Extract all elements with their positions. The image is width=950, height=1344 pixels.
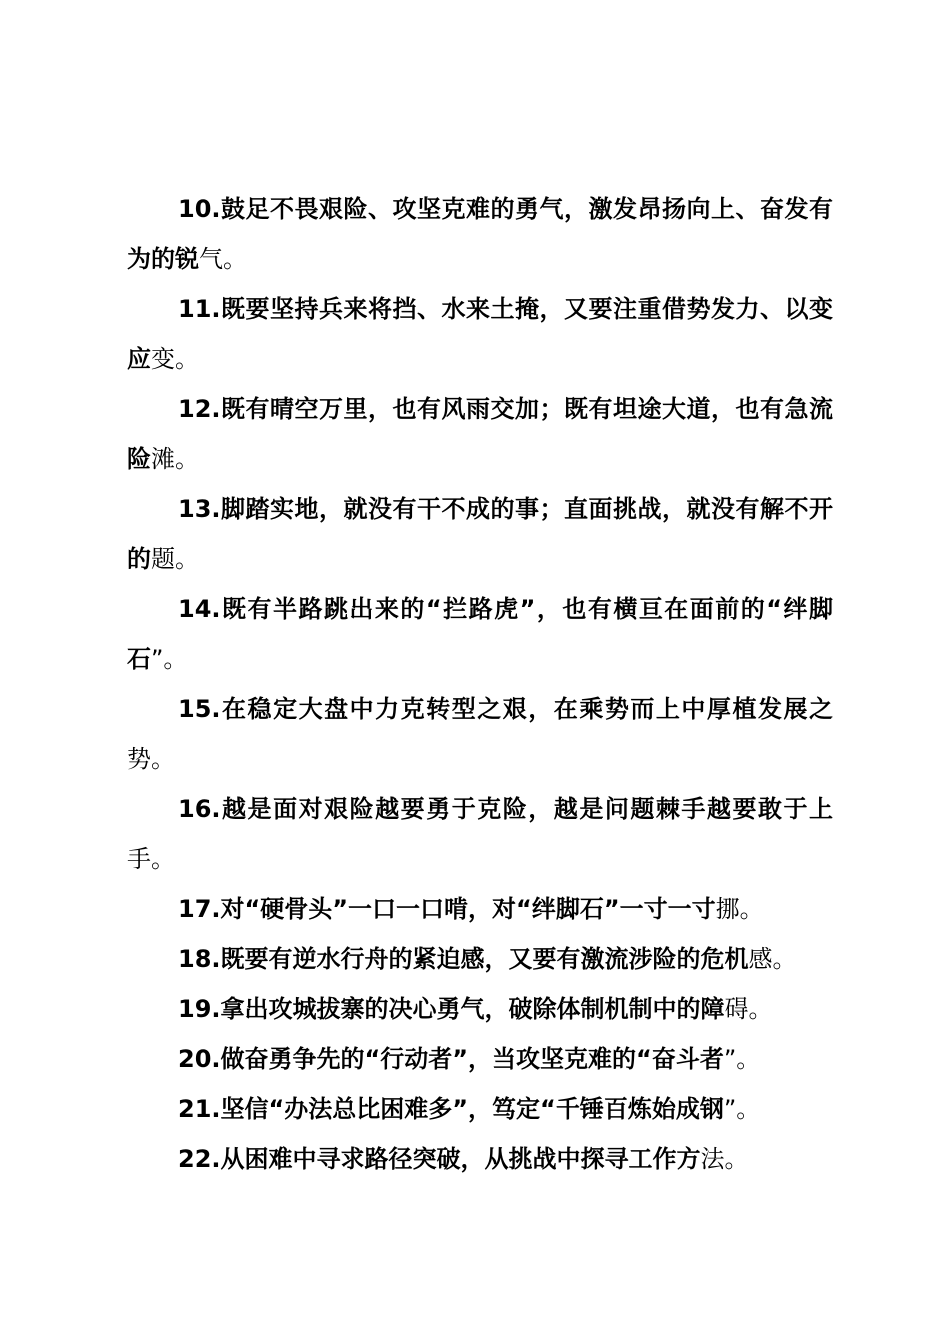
list-item [127, 934, 833, 984]
item-number: 11. [178, 295, 221, 323]
item-tail: ”。 [723, 1095, 761, 1123]
item-tail: 法。 [700, 1145, 749, 1173]
item-text: 拿出攻城拔寨的决心勇气，破除体制机制中的障 [220, 995, 725, 1023]
item-number: 15. [178, 695, 221, 723]
item-tail: 势。 [127, 745, 175, 773]
list-item [127, 1134, 833, 1184]
item-number: 16. [178, 795, 221, 823]
item-text: 鼓足不畏艰险、攻坚克难的勇气，激发昂扬向上、奋发有为的锐 [127, 195, 833, 273]
list-item [127, 584, 833, 684]
item-tail: 气。 [199, 245, 247, 273]
list-item [127, 684, 833, 784]
list-item [127, 784, 833, 884]
item-number: 19. [178, 995, 221, 1023]
item-number: 12. [178, 395, 221, 423]
item-tail: 碍。 [724, 995, 773, 1023]
item-number: 17. [178, 895, 221, 923]
item-text: 既要坚持兵来将挡、水来土掩，又要注重借势发力、以变应 [127, 295, 833, 373]
list-item [127, 484, 833, 584]
list-item [127, 884, 833, 934]
item-tail: 手。 [127, 845, 175, 873]
item-text: 既要有逆水行舟的紧迫感，又要有激流涉险的危机 [220, 945, 749, 973]
item-number: 21. [178, 1095, 221, 1123]
document-body [127, 184, 833, 1184]
list-item [127, 1084, 833, 1134]
item-text: 既有晴空万里，也有风雨交加；既有坦途大道，也有急流险 [127, 395, 833, 473]
item-text: 脚踏实地，就没有干不成的事；直面挑战，就没有解不开的 [127, 495, 833, 573]
item-tail: 变。 [151, 345, 199, 373]
item-number: 14. [178, 595, 221, 623]
item-number: 20. [178, 1045, 221, 1073]
item-tail: 挪。 [715, 895, 764, 923]
item-tail: ”。 [151, 645, 188, 673]
item-number: 10. [178, 195, 221, 223]
item-number: 18. [178, 945, 221, 973]
list-item [127, 384, 833, 484]
item-tail: 滩。 [151, 445, 199, 473]
item-tail: 题。 [151, 545, 199, 573]
item-text: 对“硬骨头”一口一口啃，对“绊脚石”一寸一寸 [220, 895, 716, 923]
list-item [127, 1034, 833, 1084]
item-number: 13. [178, 495, 221, 523]
item-text: 越是面对艰险越要勇于克险，越是问题棘手越要敢于上 [220, 795, 833, 823]
list-item [127, 284, 833, 384]
item-number: 22. [178, 1145, 221, 1173]
list-item [127, 984, 833, 1034]
item-tail: ”。 [723, 1045, 761, 1073]
item-tail: 感。 [748, 945, 797, 973]
list-item [127, 184, 833, 284]
item-text: 从困难中寻求路径突破，从挑战中探寻工作方 [220, 1145, 701, 1173]
item-text: 在稳定大盘中力克转型之艰，在乘势而上中厚植发展之 [220, 695, 833, 723]
item-text: 坚信“办法总比困难多”，笃定“千锤百炼始成钢 [220, 1095, 724, 1123]
item-text: 做奋勇争先的“行动者”，当攻坚克难的“奋斗者 [220, 1045, 724, 1073]
item-text: 既有半路跳出来的“拦路虎”，也有横亘在面前的“绊脚石 [127, 595, 833, 673]
